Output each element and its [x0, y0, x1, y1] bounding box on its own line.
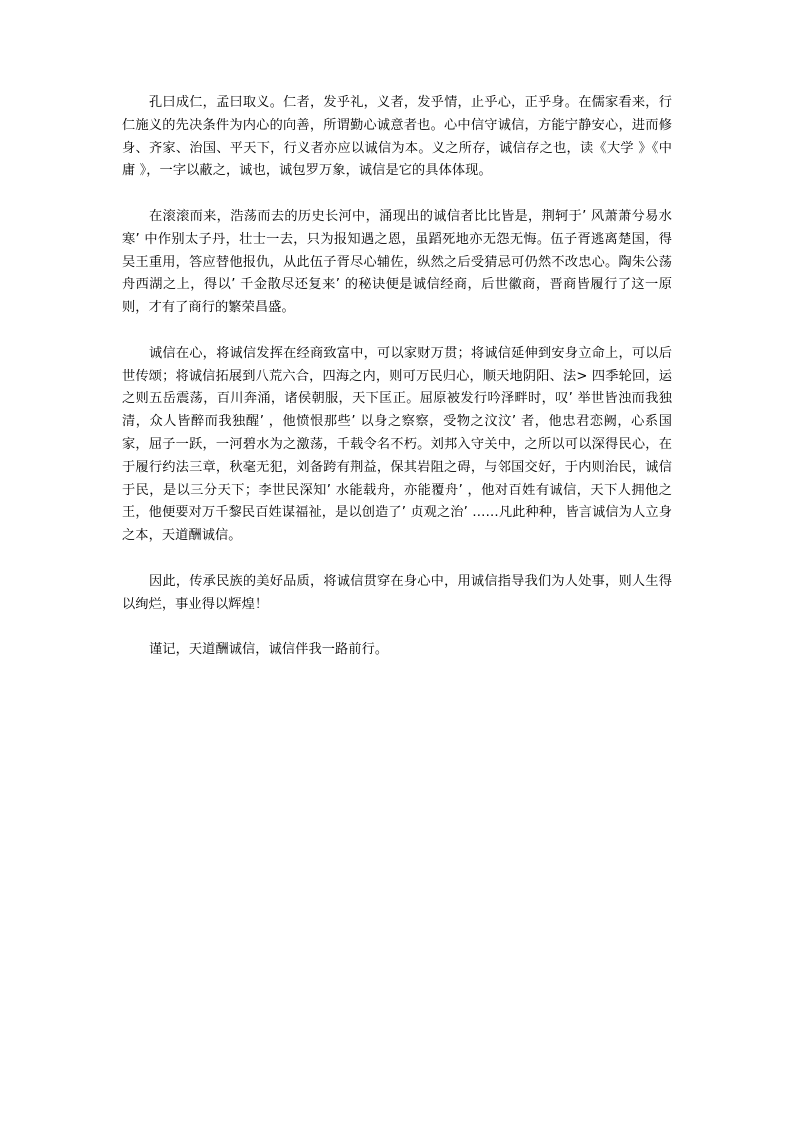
document-body — [122, 92, 672, 685]
paragraph-2: 在滚滚而来，浩荡而去的历史长河中，涌现出的诚信者比比皆是，荆轲于’ 风萧萧兮易水寒’ 中作别太子丹，壮士一去，只为报知遇之恩，虽蹈死地亦无怨无悔。伍子胥逃离楚国，得吴王重用，答应替他报仇，从此伍子胥尽心辅佐，纵然之后受猜忌可仍然不改忠心。陶朱公荡舟西湖之上，得以’ 千金散尽还复来’ 的秘诀便是诚信经商，后世徽商，晋商皆履行了这一原则，才有了商行的繁荣昌盛。 — [122, 208, 672, 316]
paragraph-1: 孔曰成仁，孟曰取义。仁者，发乎礼，义者，发乎情，止乎心，正乎身。在儒家看来，行仁施义的先决条件为内心的向善，所谓勤心诚意者也。心中信守诚信，方能宁静安心，进而修身、齐家、治国、平天下，行义者亦应以诚信为本。义之所存，诚信存之也，读《大学 》《中庸 》，一字以蔽之，诚也，诚包罗万象，诚信是它的具体体现。 — [122, 95, 672, 179]
paragraph-4: 因此，传承民族的美好品质，将诚信贯穿在身心中，用诚信指导我们为人处事，则人生得以绚烂，事业得以辉煌！ — [122, 573, 672, 612]
paragraph-5: 谨记，天道酬诚信，诚信伴我一路前行。 — [149, 642, 389, 658]
paragraph-3: 诚信在心，将诚信发挥在经商致富中，可以家财万贯；将诚信延伸到安身立命上，可以后世传颂；将诚信拓展到八荒六合，四海之内，则可万民归心，顺天地阴阳、法> 四季轮回，运之则五岳震荡，百川奔涌，诸侯朝服，天下匡正。屈原被发行吟泽畔时，叹’ 举世皆浊而我独清，众人皆醉而我独醒’ ，他愤恨那些’ 以身之察察，受物之汶汶’ 者，他忠君恋阙，心系国家，屈子一跃，一河碧水为之激荡，千载令名不朽。刘邦入守关中，之所以可以深得民心，在于履行约法三章，秋毫无犯，刘备跨有荆益，保其岩阻之碍，与邻国交好，于内则治民，诚信于民，是以三分天下；李世民深知’ 水能载舟，亦能覆舟’ ，他对百姓有诚信，天下人拥他之王，他便要对万千黎民百姓谋福祉，是以创造了’ 贞观之治’ ……凡此种种，皆言诚信为人立身之本，天道酬诚信。 — [122, 345, 672, 544]
